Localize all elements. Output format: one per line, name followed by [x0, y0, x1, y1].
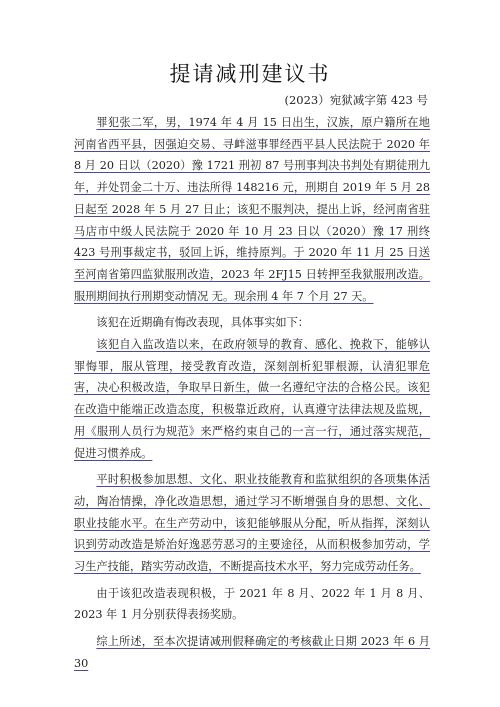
document-title: 提请减刑建议书 — [169, 62, 331, 86]
paragraph-summary: 综上所述，至本次提请减刑假释确定的考核截止日期 2023 年 6 月 30 — [74, 635, 430, 670]
paragraph-rewards: 由于该犯改造表现积极，于 2021 年 8 月、2022 年 1 月 8 月、2023 年 1 月分别获得表扬奖励。 — [74, 586, 430, 622]
document-number: (2023）宛狱减字第 423 号 — [284, 93, 428, 107]
paragraph-intro: 该犯在近期确有悔改表现，具体事实如下： — [96, 316, 309, 330]
paragraph-offender-info: 罪犯张二军，男，1974 年 4 月 15 日出生，汉族，原户籍所在地河南省西平县，因强迫交易、寻衅滋事罪经西平县人民法院于 2020 年 8 月 20 日以（2020）豫 1721 刑初 87 号刑事判决书判处有期徒刑九年，并处罚金二十万、违法所得 148216 元，刑期自 2019 年 5 月 28 日起至 2028 年 5 月 27 日止；该犯不服判决，提出上诉，经河南省驻马店市中级人民法院于 2020 年 10 月 23 日以（2020）豫 17 刑终 423 号刑事裁定书，驳回上诉，维持原判。于 2020 年 11 月 25 日送至河南省第四监狱服刑改造，2023 年 2FJ15 日转押至我狱服刑改造。服刑期间执行刑期变动情况 无。现余刑 4 年 7 个月 27 天。 — [74, 116, 430, 303]
document-body — [74, 112, 430, 675]
paragraph-reform-attitude: 该犯自入监改造以来，在政府领导的教育、感化、挽救下，能够认罪悔罪，服从管理，接受教育改造，深刻剖析犯罪根源，认清犯罪危害，决心积极改造，争取早日新生，做一名遵纪守法的合格公民。该犯在改造中能端正改造态度，积极靠近政府，认真遵守法律法规及监规，用《服刑人员行为规范》来严格约束自己的一言一行，通过落实规范，促进习惯养成。 — [74, 338, 430, 460]
paragraph-education-labor: 平时积极参加思想、文化、职业技能教育和监狱组织的各项集体活动，陶冶情操，净化改造思想，通过学习不断增强自身的思想、文化、职业技能水平。在生产劳动中，该犯能够服从分配，听从指挥，深刻认识到劳动改造是矫治好逸恶劳恶习的主要途径，从而积极参加劳动，学习生产技能，踏实劳动改造，不断提高技术水平，努力完成劳动任务。 — [74, 473, 430, 574]
